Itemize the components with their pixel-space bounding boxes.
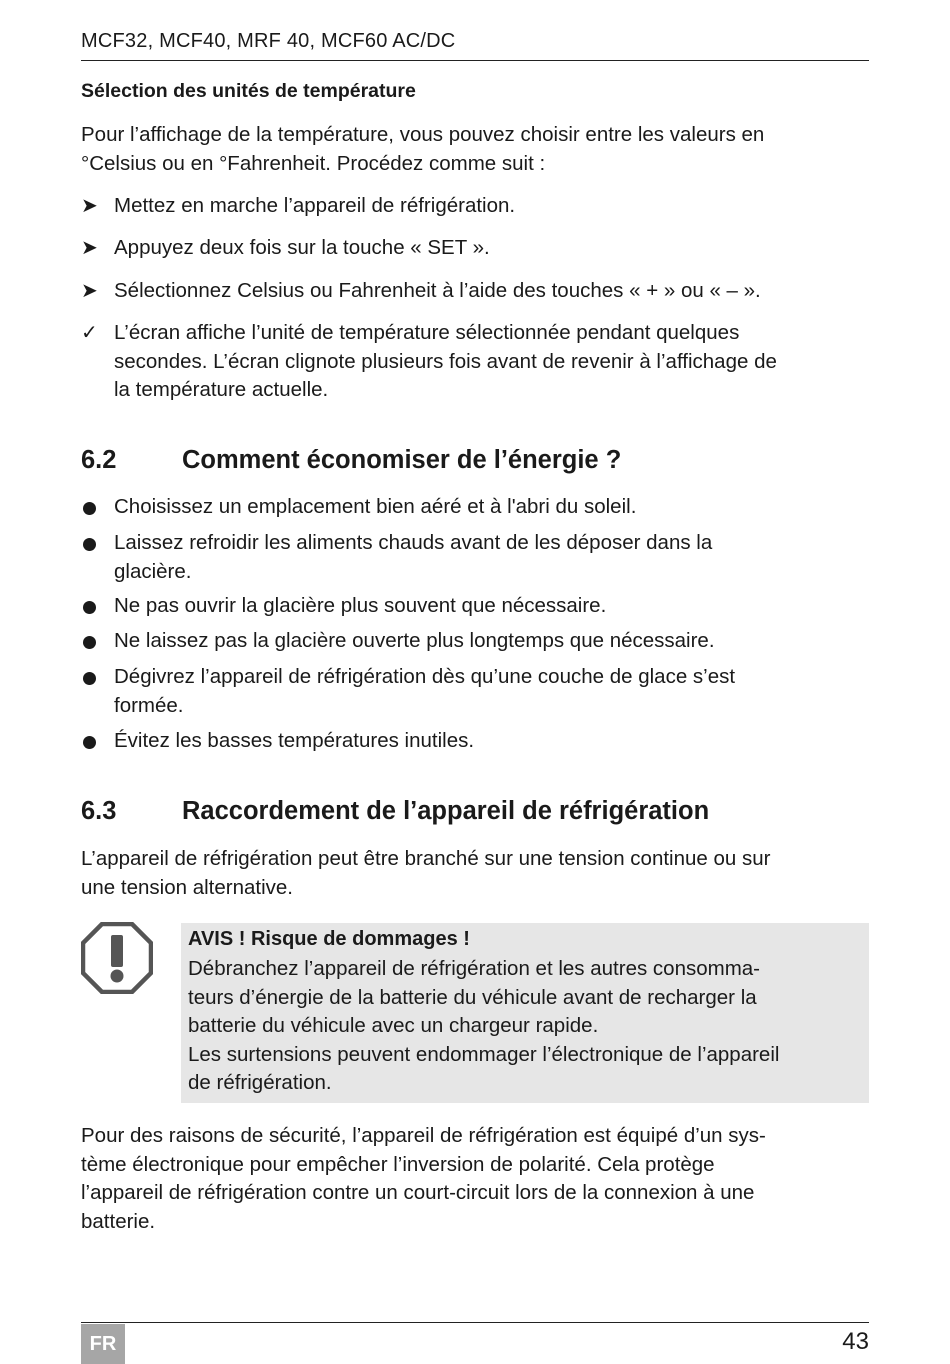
notice-title: AVIS ! Risque de dommages ! [188,928,470,950]
notice-body [188,955,864,1098]
page-number: 43 [842,1328,869,1355]
list-item-text: Évitez les basses températures inutiles. [114,729,475,752]
checkmark-icon: ✓ [81,322,98,344]
list-item-line: Dégivrez l’appareil de réfrigération dès qu’une couche de glace s’est [114,665,736,688]
bullet-icon [83,672,96,685]
result-line: L’écran affiche l’unité de température sélectionnée pendant quelques [114,321,740,344]
list-item-line: Laissez refroidir les aliments chauds avant de les déposer dans la [114,531,713,554]
list-item-text: Choisissez un emplacement bien aéré et à l'abri du soleil. [114,495,637,518]
connection-intro [81,845,869,902]
intro-line: Pour l’affichage de la température, vous pouvez choisir entre les valeurs en [81,123,765,146]
bullet-icon [83,636,96,649]
notice-line: Débranchez l’appareil de réfrigération et les autres consomma- [188,957,761,980]
manual-page [81,0,869,1364]
paragraph-line: Pour des raisons de sécurité, l’appareil de réfrigération est équipé d’un sys- [81,1124,766,1147]
section-title: Comment économiser de l’énergie ? [182,446,622,474]
list-item-line: formée. [114,693,184,717]
section-number: 6.3 [81,797,117,825]
header-divider [81,60,869,61]
bullet-icon [83,736,96,749]
step-text: Mettez en marche l’appareil de réfrigération. [114,194,516,217]
list-item-text: Ne pas ouvrir la glacière plus souvent que nécessaire. [114,594,607,617]
step-text: Appuyez deux fois sur la touche « SET ». [114,236,490,259]
result-text [114,319,869,405]
bullet-icon [83,502,96,515]
intro-line: L’appareil de réfrigération peut être branché sur une tension continue ou sur [81,847,771,870]
temperature-units-heading: Sélection des unités de température [81,80,416,102]
bullet-icon [83,538,96,551]
bullet-icon [83,601,96,614]
notice-line: Les surtensions peuvent endommager l’électronique de l’appareil [188,1042,780,1066]
page-header-models: MCF32, MCF40, MRF 40, MCF60 AC/DC [81,30,456,52]
warning-octagon-icon [81,922,153,994]
language-tab: FR [81,1324,125,1364]
notice-line: de réfrigération. [188,1071,332,1094]
damage-notice [181,923,869,1103]
section-number: 6.2 [81,446,117,474]
notice-line: batterie du véhicule avec un chargeur rapide. [188,1014,599,1037]
step-text: Sélectionnez Celsius ou Fahrenheit à l’aide des touches « + » ou « – ». [114,279,761,302]
arrow-icon: ➤ [81,195,98,217]
footer-divider [81,1322,869,1323]
list-item-text: Ne laissez pas la glacière ouverte plus longtemps que nécessaire. [114,629,715,652]
list-item-text [114,529,869,586]
result-line: la température actuelle. [114,378,329,401]
result-line: secondes. L’écran clignote plusieurs fois avant de revenir à l’affichage de [114,349,777,373]
intro-line: °Celsius ou en °Fahrenheit. Procédez comme suit : [81,151,546,175]
temperature-units-intro [81,121,869,178]
paragraph-line: tème électronique pour empêcher l’inversion de polarité. Cela protège [81,1152,715,1176]
intro-line: une tension alternative. [81,875,293,899]
list-item-line: glacière. [114,559,192,583]
arrow-icon: ➤ [81,237,98,259]
paragraph-line: batterie. [81,1209,156,1233]
paragraph-line: l’appareil de réfrigération contre un court-circuit lors de la connexion à une [81,1181,755,1204]
list-item-text [114,663,869,720]
notice-line: teurs d’énergie de la batterie du véhicule avant de recharger la [188,985,757,1009]
section-title: Raccordement de l’appareil de réfrigération [182,797,710,825]
arrow-icon: ➤ [81,280,98,302]
polarity-protection-paragraph [81,1122,869,1236]
